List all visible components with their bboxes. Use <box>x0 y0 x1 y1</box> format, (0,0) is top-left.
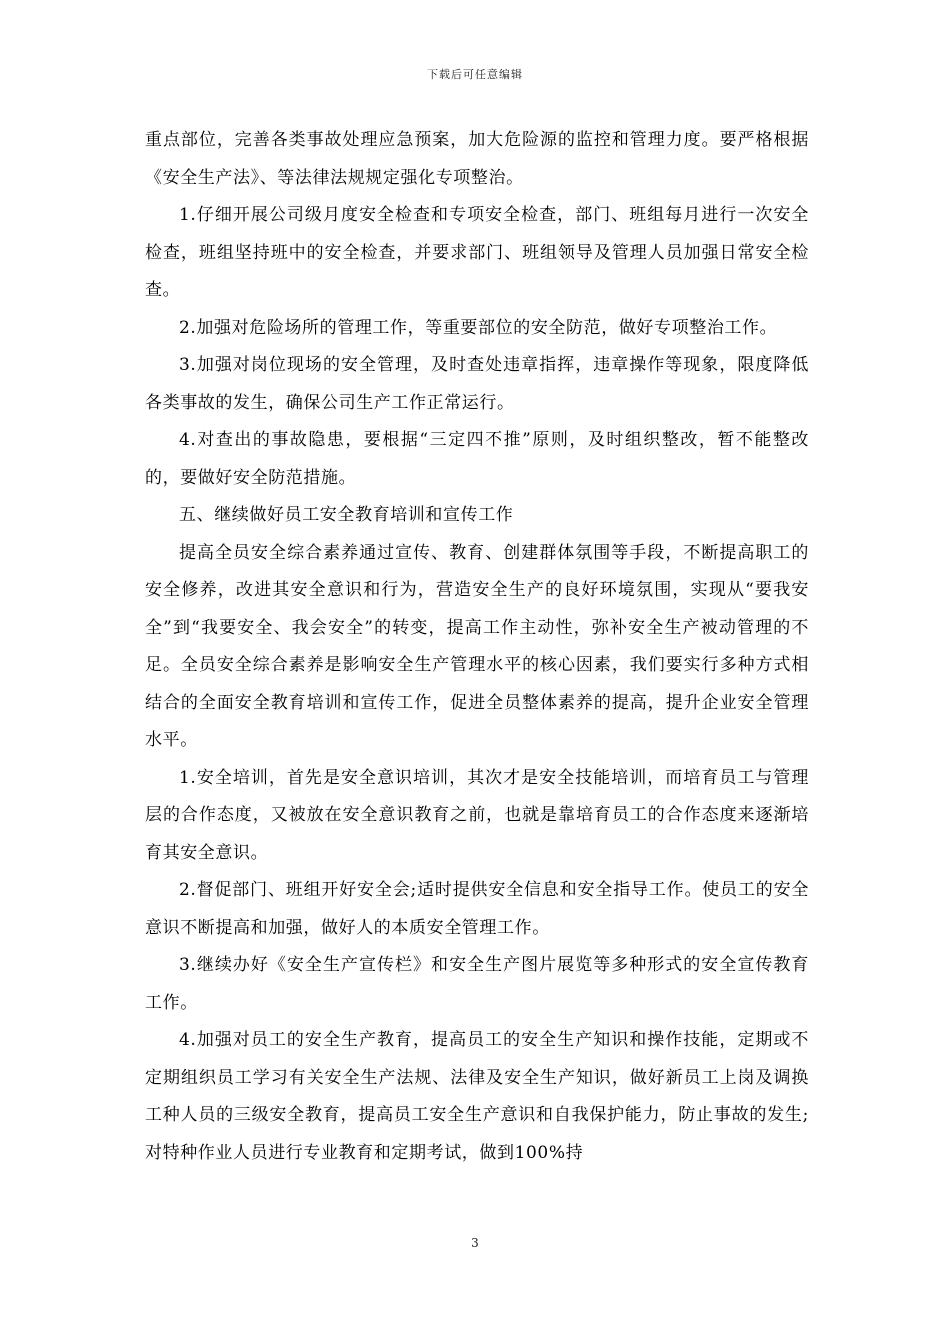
paragraph-continuation: 重点部位，完善各类事故处理应急预案，加大危险源的监控和管理力度。要严格根据《安全生产法》、等法律法规规定强化专项整治。 <box>145 130 809 188</box>
paragraph-item-2-safety-meetings: 2.督促部门、班组开好安全会;适时提供安全信息和安全指导工作。使员工的安全意识不断提高和加强，做好人的本质安全管理工作。 <box>145 880 809 938</box>
paragraph-item-3-publicity: 3.继续办好《安全生产宣传栏》和安全生产图片展览等多种形式的安全宣传教育工作。 <box>145 955 809 1013</box>
paragraph-item-2-hazard-sites: 2.加强对危险场所的管理工作，等重要部位的安全防范，做好专项整治工作。 <box>179 317 778 338</box>
page-header: 下载后可任意编辑 <box>427 68 523 81</box>
page-number: 3 <box>471 1236 479 1250</box>
paragraph-item-1-training: 1.安全培训，首先是安全意识培训，其次才是安全技能培训，而培育员工与管理层的合作态度，又被放在安全意识教育之前，也就是靠培育员工的合作态度来逐渐培育其安全意识。 <box>145 767 809 863</box>
paragraph-item-4-education: 4.加强对员工的安全生产教育，提高员工的安全生产知识和操作技能，定期或不定期组织员工学习有关安全生产法规、法律及安全生产知识，做好新员工上岗及调换工种人员的三级安全教育，提高员工安全生产意识和自我保护能力，防止事故的发生;对特种作业人员进行专业教育和定期考试，做到100%持 <box>145 1030 809 1163</box>
paragraph-safety-literacy: 提高全员安全综合素养通过宣传、教育、创建群体氛围等手段，不断提高职工的安全修养，改进其安全意识和行为，营造安全生产的良好环境氛围，实现从“要我安全”到“我要安全、我会安全”的转变，提高工作主动性，弥补安全生产被动管理的不足。全员安全综合素养是影响安全生产管理水平的核心因素，我们要实行多种方式相结合的全面安全教育培训和宣传工作，促进全员整体素养的提高，提升企业安全管理水平。 <box>145 542 809 750</box>
paragraph-item-3-onsite-management: 3.加强对岗位现场的安全管理，及时查处违章指挥，违章操作等现象，限度降低各类事故的发生，确保公司生产工作正常运行。 <box>145 355 809 413</box>
paragraph-item-4-hazard-rectification: 4.对查出的事故隐患，要根据“三定四不推”原则，及时组织整改，暂不能整改的，要做好安全防范措施。 <box>145 430 809 488</box>
document-body <box>145 122 809 1172</box>
section-heading-five: 五、继续做好员工安全教育培训和宣传工作 <box>179 505 514 525</box>
paragraph-item-1-inspection: 1.仔细开展公司级月度安全检查和专项安全检查，部门、班组每月进行一次安全检查，班组坚持班中的安全检查，并要求部门、班组领导及管理人员加强日常安全检查。 <box>145 205 809 300</box>
